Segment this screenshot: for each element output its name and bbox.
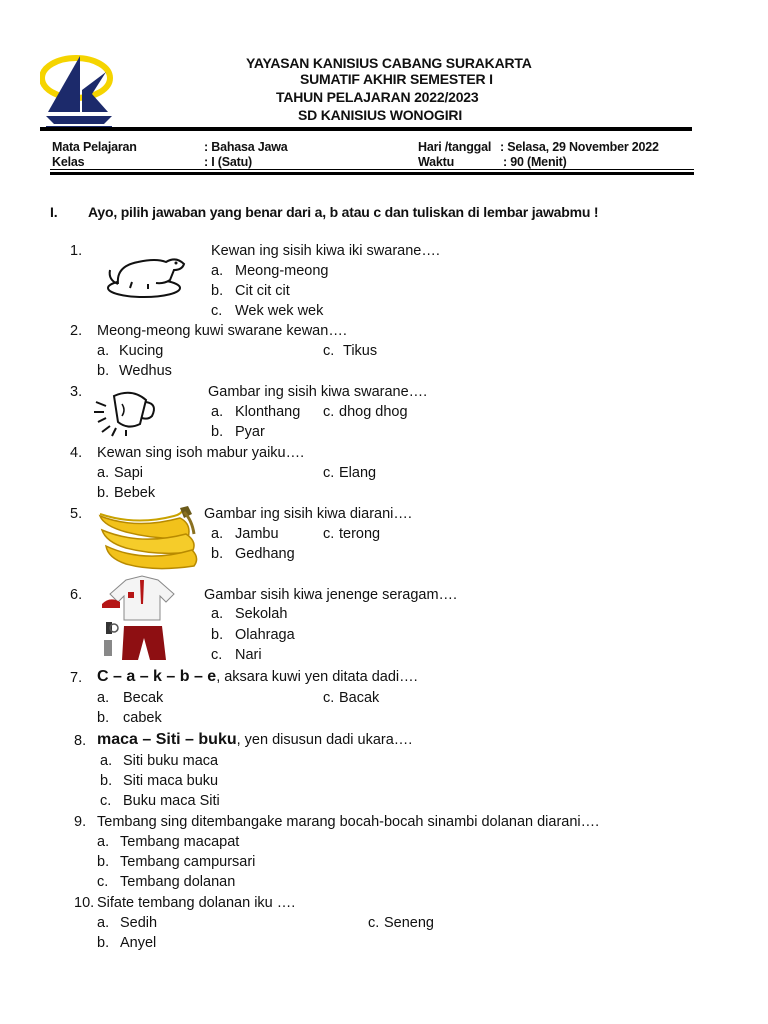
q4-option-a-label: a. [97, 465, 110, 481]
header-exam-title: SUMATIF AKHIR SEMESTER I [300, 71, 493, 87]
q8-words: maca – Siti – buku [97, 731, 237, 748]
section-instruction: Ayo, pilih jawaban yang benar dari a, b atau c dan tuliskan di lembar jawabmu ! [88, 204, 599, 220]
q4-option-c-label: c. [323, 465, 335, 481]
q9-number: 9. [74, 814, 87, 830]
q2-option-b-label: b. [97, 363, 110, 379]
q6-text: Gambar sisih kiwa jenenge seragam…. [204, 587, 458, 603]
info-divider-thick [50, 172, 694, 175]
q5-option-c-label: c. [323, 526, 335, 542]
q1-option-c: Wek wek wek [235, 303, 324, 319]
q8-line [97, 731, 412, 749]
q10-option-a-label: a. [97, 915, 110, 931]
q2-number: 2. [70, 323, 83, 339]
q3-option-c-label: c. [323, 404, 335, 420]
q2-option-a: Kucing [119, 343, 164, 359]
q1-option-b-label: b. [211, 283, 224, 299]
q10-option-a: Sedih [120, 915, 158, 931]
q9-option-c-label: c. [97, 874, 109, 890]
section-number: I. [50, 204, 58, 220]
q4-number: 4. [70, 445, 83, 461]
q4-option-a: Sapi [114, 465, 144, 481]
q5-option-c: terong [339, 526, 381, 542]
q8-option-c: Buku maca Siti [123, 793, 220, 809]
q3-option-b: Pyar [235, 424, 265, 440]
q7-letters: C – a – k – b – e [97, 668, 217, 685]
q7-option-b: cabek [123, 710, 162, 726]
class-label: Kelas [52, 155, 85, 169]
q6-option-a-label: a. [211, 606, 224, 622]
q5-option-b: Gedhang [235, 546, 295, 562]
q10-option-c: Seneng [384, 915, 434, 931]
subject-value: : Bahasa Jawa [204, 140, 288, 154]
q9-option-b-label: b. [97, 854, 110, 870]
q5-number: 5. [70, 506, 83, 522]
q10-option-c-label: c. [368, 915, 380, 931]
header-divider [40, 127, 692, 131]
q7-option-c: Bacak [339, 690, 380, 706]
info-divider-thin [50, 169, 694, 170]
q10-number: 10. [74, 895, 95, 911]
q9-option-b: Tembang campursari [120, 854, 256, 870]
q10-option-b: Anyel [120, 935, 157, 951]
q10-option-b-label: b. [97, 935, 110, 951]
q8-option-a-label: a. [100, 753, 113, 769]
q7-text: , aksara kuwi yen ditata dadi…. [216, 669, 418, 685]
q4-option-b: Bebek [114, 485, 156, 501]
q5-option-a: Jambu [235, 526, 279, 542]
q6-option-b: Olahraga [235, 627, 295, 643]
header-school-name: SD KANISIUS WONOGIRI [298, 107, 463, 123]
q7-line [97, 668, 418, 686]
q7-number: 7. [70, 670, 83, 686]
header-foundation: YAYASAN KANISIUS CABANG SURAKARTA [246, 55, 532, 71]
q6-option-c-label: c. [211, 647, 223, 663]
q9-option-a-label: a. [97, 834, 110, 850]
q2-option-c: Tikus [343, 343, 378, 359]
q1-option-c-label: c. [211, 303, 223, 319]
q8-option-b-label: b. [100, 773, 113, 789]
q2-option-c-label: c. [323, 343, 335, 359]
q5-option-a-label: a. [211, 526, 224, 542]
q8-option-b: Siti maca buku [123, 773, 219, 789]
q6-option-b-label: b. [211, 627, 224, 643]
q3-option-c: dhog dhog [339, 404, 408, 420]
q6-number: 6. [70, 587, 83, 603]
q3-option-a: Klonthang [235, 404, 301, 420]
q5-text: Gambar ing sisih kiwa diarani…. [204, 506, 412, 522]
q6-option-a: Sekolah [235, 606, 288, 622]
q8-number: 8. [74, 733, 87, 749]
q7-option-b-label: b. [97, 710, 110, 726]
q4-text: Kewan sing isoh mabur yaiku…. [97, 445, 305, 461]
day-date-value: : Selasa, 29 November 2022 [500, 140, 659, 154]
q7-option-a: Becak [123, 690, 164, 706]
q4-option-b-label: b. [97, 485, 110, 501]
day-date-label: Hari /tanggal [418, 140, 492, 154]
time-label: Waktu [418, 155, 455, 169]
q5-option-b-label: b. [211, 546, 224, 562]
time-value: : 90 (Menit) [503, 155, 567, 169]
q9-option-c: Tembang dolanan [120, 874, 236, 890]
subject-label: Mata Pelajaran [52, 140, 137, 154]
q2-option-a-label: a. [97, 343, 110, 359]
q1-number: 1. [70, 243, 83, 259]
q3-text: Gambar ing sisih kiwa swarane…. [208, 384, 428, 400]
q3-number: 3. [70, 384, 83, 400]
q3-option-a-label: a. [211, 404, 224, 420]
q3-option-b-label: b. [211, 424, 224, 440]
q8-text: , yen disusun dadi ukara…. [236, 732, 413, 748]
q9-text: Tembang sing ditembangake marang bocah-bocah sinambi dolanan diarani…. [97, 814, 600, 830]
q9-option-a: Tembang macapat [120, 834, 240, 850]
q6-option-c: Nari [235, 647, 262, 663]
header-school-year: TAHUN PELAJARAN 2022/2023 [276, 89, 479, 105]
q10-text: Sifate tembang dolanan iku …. [97, 895, 296, 911]
q8-option-c-label: c. [100, 793, 112, 809]
q1-text: Kewan ing sisih kiwa iki swarane…. [211, 243, 440, 259]
q1-option-a: Meong-meong [235, 263, 329, 279]
q2-option-b: Wedhus [119, 363, 172, 379]
q4-option-c: Elang [339, 465, 377, 481]
q8-option-a: Siti buku maca [123, 753, 219, 769]
class-value: : I (Satu) [204, 155, 252, 169]
q1-option-b: Cit cit cit [235, 283, 290, 299]
q7-option-c-label: c. [323, 690, 335, 706]
q1-option-a-label: a. [211, 263, 224, 279]
q2-text: Meong-meong kuwi swarane kewan…. [97, 323, 347, 339]
q7-option-a-label: a. [97, 690, 110, 706]
